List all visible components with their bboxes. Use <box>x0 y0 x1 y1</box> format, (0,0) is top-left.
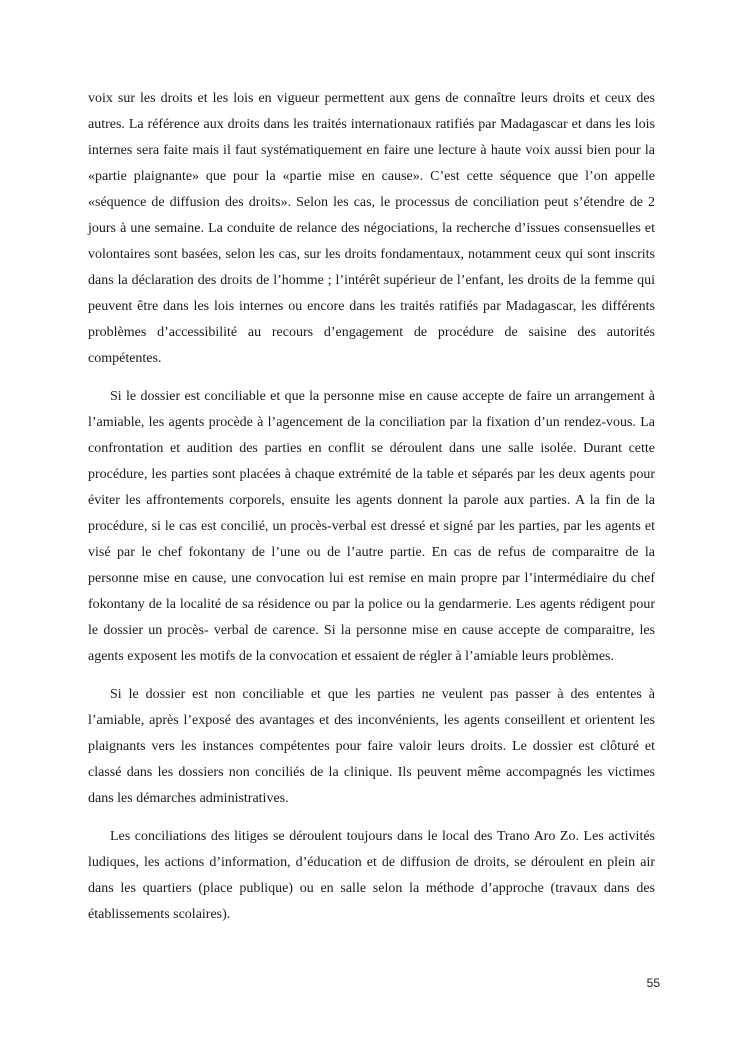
body-text <box>88 86 655 940</box>
paragraph-3: Si le dossier est non conciliable et que les parties ne veulent pas passer à des ententes à l’amiable, après l’exposé des avantages et des inconvénients, les agents conseillent et orientent les plaignants vers les instances compétentes pour faire valoir leurs droits. Le dossier est clôturé et classé dans les dossiers non conciliés de la clinique. Ils peuvent même accompagnés les victimes dans les démarches administratives. <box>88 687 655 806</box>
paragraph-1: voix sur les droits et les lois en vigueur permettent aux gens de connaître leurs droits et ceux des autres. La référence aux droits dans les traités internationaux ratifiés par Madagascar et dans les lois internes sera faite mais il faut systématiquement en faire une lecture à haute voix aussi bien pour la «partie plaignante» que pour la «partie mise en cause». C’est cette séquence que l’on appelle «séquence de diffusion des droits». Selon les cas, le processus de conciliation peut s’étendre de 2 jours à une semaine. La conduite de relance des négociations, la recherche d’issues consensuelles et volontaires sont basées, selon les cas, sur les droits fondamentaux, notamment ceux qui sont inscrits dans la déclaration des droits de l’homme ; l’intérêt supérieur de l’enfant, les droits de la femme qui peuvent être dans les lois internes ou encore dans les traités ratifiés par Madagascar, les différents problèmes d’accessibilité au recours d’engagement de procédure de saisine des autorités compétentes. <box>88 91 655 366</box>
paragraph-2: Si le dossier est conciliable et que la personne mise en cause accepte de faire un arrangement à l’amiable, les agents procède à l’agencement de la conciliation par la fixation d’un rendez-vous. La confrontation et audition des parties en conflit se déroulent dans une salle isolée. Durant cette procédure, les parties sont placées à chaque extrémité de la table et séparés par les deux agents pour éviter les affrontements corporels, ensuite les agents donnent la parole aux parties. A la fin de la procédure, si le cas est concilié, un procès-verbal est dressé et signé par les parties, par les agents et visé par le chef fokontany de l’une ou de l’autre partie. En cas de refus de comparaitre de la personne mise en cause, une convocation lui est remise en main propre par l’intermédiaire du chef fokontany de la localité de sa résidence ou par la police ou la gendarmerie. Les agents rédigent pour le dossier un procès- verbal de carence. Si la personne mise en cause accepte de comparaitre, les agents exposent les motifs de la convocation et essaient de régler à l’amiable leurs problèmes. <box>88 389 655 664</box>
paragraph-4: Les conciliations des litiges se déroulent toujours dans le local des Trano Aro Zo. Les activités ludiques, les actions d’information, d’éducation et de diffusion de droits, se déroulent en plein air dans les quartiers (place publique) ou en salle selon la méthode d’approche (travaux dans des établissements scolaires). <box>88 829 655 922</box>
page-number: 55 <box>646 976 660 990</box>
